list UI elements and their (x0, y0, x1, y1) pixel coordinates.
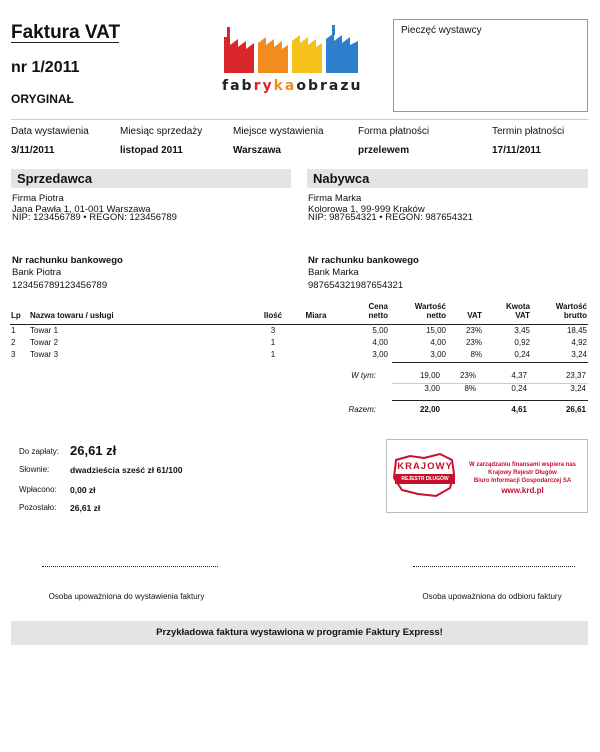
sale-month: listopad 2011 (120, 145, 183, 156)
krd-badge-subtitle: REJESTR DŁUGÓW (395, 474, 455, 484)
receiver-signature-line (413, 566, 575, 567)
col-vat: VAT (447, 302, 483, 325)
due-date: 17/11/2011 (492, 145, 541, 156)
row-vat-amount: 3,45 (514, 326, 530, 335)
sale-month-label: Miesiąc sprzedaży (120, 126, 203, 137)
remaining-label: Pozostało: (19, 503, 57, 512)
breakdown-gross: 3,24 (570, 384, 586, 393)
row-vat: 23% (465, 338, 482, 347)
breakdown-net: 3,00 (424, 384, 440, 393)
row-lp: 1 (11, 326, 16, 335)
row-vat-amount: 0,24 (514, 350, 530, 359)
col-vat-amount: Kwota VAT (483, 302, 531, 325)
remaining-amount: 26,61 zł (70, 503, 101, 513)
row-price: 5,00 (372, 326, 388, 335)
row-vat: 8% (470, 350, 482, 359)
footer-banner: Przykładowa faktura wystawiona w programie Faktury Express! (11, 621, 588, 645)
in-words-label: Słownie: (19, 465, 50, 474)
seller-bank-heading: Nr rachunku bankowego (12, 255, 123, 266)
krd-text (460, 461, 585, 496)
table-header-row (10, 302, 588, 325)
breakdown-vat-amount: 4,37 (511, 371, 527, 380)
title-underline (11, 42, 119, 43)
header-separator (11, 119, 588, 120)
breakdown-net: 19,00 (419, 371, 440, 380)
summary-top-line (392, 362, 588, 363)
paid-label: Wpłacono: (19, 485, 57, 494)
row-name: Towar 3 (30, 350, 59, 359)
receiver-signature-label: Osoba upoważniona do odbioru faktury (422, 592, 562, 601)
place-label: Miejsce wystawienia (233, 126, 324, 137)
row-vat: 23% (465, 326, 482, 335)
col-qty: Ilość (255, 302, 291, 325)
breakdown-label: W tym: (351, 371, 376, 380)
logo-wordmark: fabrykaobrazu (222, 78, 363, 94)
row-gross: 4,92 (571, 338, 587, 347)
issuer-stamp-label: Pieczęć wystawcy (401, 25, 482, 36)
to-pay-label: Do zapłaty: (19, 447, 60, 456)
issuer-signature-label: Osoba upoważniona do wystawienia faktury (48, 592, 205, 601)
seller-ids: NIP: 123456789 • REGON: 123456789 (12, 212, 177, 223)
paid-amount: 0,00 zł (70, 485, 96, 495)
items-table (10, 302, 588, 361)
row-unit (291, 349, 341, 361)
payment-method: przelewem (358, 145, 410, 156)
issue-date: 3/11/2011 (11, 145, 55, 156)
seller-name: Firma Piotra (12, 193, 64, 204)
col-lp: Lp (10, 302, 29, 325)
payment-method-label: Forma płatności (358, 126, 430, 137)
breakdown-vat-amount: 0,24 (511, 384, 527, 393)
buyer-bank: Bank Marka (308, 267, 359, 278)
buyer-bank-heading: Nr rachunku bankowego (308, 255, 419, 266)
table-row (10, 325, 588, 338)
row-qty: 1 (270, 350, 276, 359)
row-price: 4,00 (372, 338, 388, 347)
buyer-heading: Nabywca (307, 169, 588, 188)
factory-logo-icon (222, 25, 367, 75)
total-net: 22,00 (419, 405, 440, 414)
col-net-price: Cena netto (341, 302, 389, 325)
table-row (10, 337, 588, 349)
to-pay-amount: 26,61 zł (70, 443, 117, 458)
row-name: Towar 1 (30, 326, 59, 335)
seller-bank: Bank Piotra (12, 267, 62, 278)
copy-type: ORYGINAŁ (11, 92, 74, 106)
buyer-ids: NIP: 987654321 • REGON: 987654321 (308, 212, 473, 223)
seller-heading: Sprzedawca (11, 169, 291, 188)
row-unit (291, 337, 341, 349)
row-lp: 3 (11, 350, 16, 359)
invoice-number: nr 1/2011 (11, 59, 80, 76)
krd-badge-title: KRAJOWY (397, 461, 453, 472)
total-gross: 26,61 (565, 405, 586, 414)
in-words: dwadzieścia sześć zł 61/100 (70, 465, 183, 475)
row-net: 3,00 (430, 350, 446, 359)
total-label: Razem: (348, 405, 376, 414)
total-vat-amount: 4,61 (511, 405, 527, 414)
table-row (10, 349, 588, 361)
row-gross: 18,45 (566, 326, 587, 335)
krd-text-line: W zarządzaniu finansami wspiera nas (468, 462, 577, 468)
krd-text-line: Krajowy Rejestr Długów (488, 470, 557, 476)
breakdown-vat: 8% (464, 384, 476, 393)
seller-address: Jana Pawła 1, 01-001 Warszawa (12, 204, 151, 215)
row-qty: 3 (270, 326, 276, 335)
seller-account: 123456789123456789 (12, 280, 108, 291)
row-unit (291, 325, 341, 338)
breakdown-gross: 23,37 (565, 371, 586, 380)
place: Warszawa (233, 145, 281, 156)
row-lp: 2 (11, 338, 16, 347)
col-unit: Miara (291, 302, 341, 325)
breakdown-vat: 23% (459, 371, 476, 380)
col-gross: Wartość brutto (531, 302, 588, 325)
krd-text-line: Biuro Informacji Gospodarczej SA (473, 478, 572, 484)
krd-url[interactable]: www.krd.pl (501, 486, 544, 495)
row-vat-amount: 0,92 (514, 338, 530, 347)
invoice-title: Faktura VAT (11, 22, 121, 43)
buyer-account: 987654321987654321 (308, 280, 404, 291)
row-price: 3,00 (372, 350, 388, 359)
row-net: 15,00 (425, 326, 446, 335)
due-date-label: Termin płatności (492, 126, 565, 137)
row-gross: 3,24 (571, 350, 587, 359)
row-name: Towar 2 (30, 338, 59, 347)
col-net-value: Wartość netto (389, 302, 447, 325)
issue-date-label: Data wystawienia (11, 126, 89, 137)
issuer-signature-line (42, 566, 218, 567)
buyer-name: Firma Marka (308, 193, 362, 204)
buyer-address: Kolorowa 1, 99-999 Kraków (308, 204, 425, 215)
col-name: Nazwa towaru / usługi (29, 302, 255, 325)
row-qty: 1 (270, 338, 276, 347)
total-line (392, 400, 588, 401)
row-net: 4,00 (430, 338, 446, 347)
